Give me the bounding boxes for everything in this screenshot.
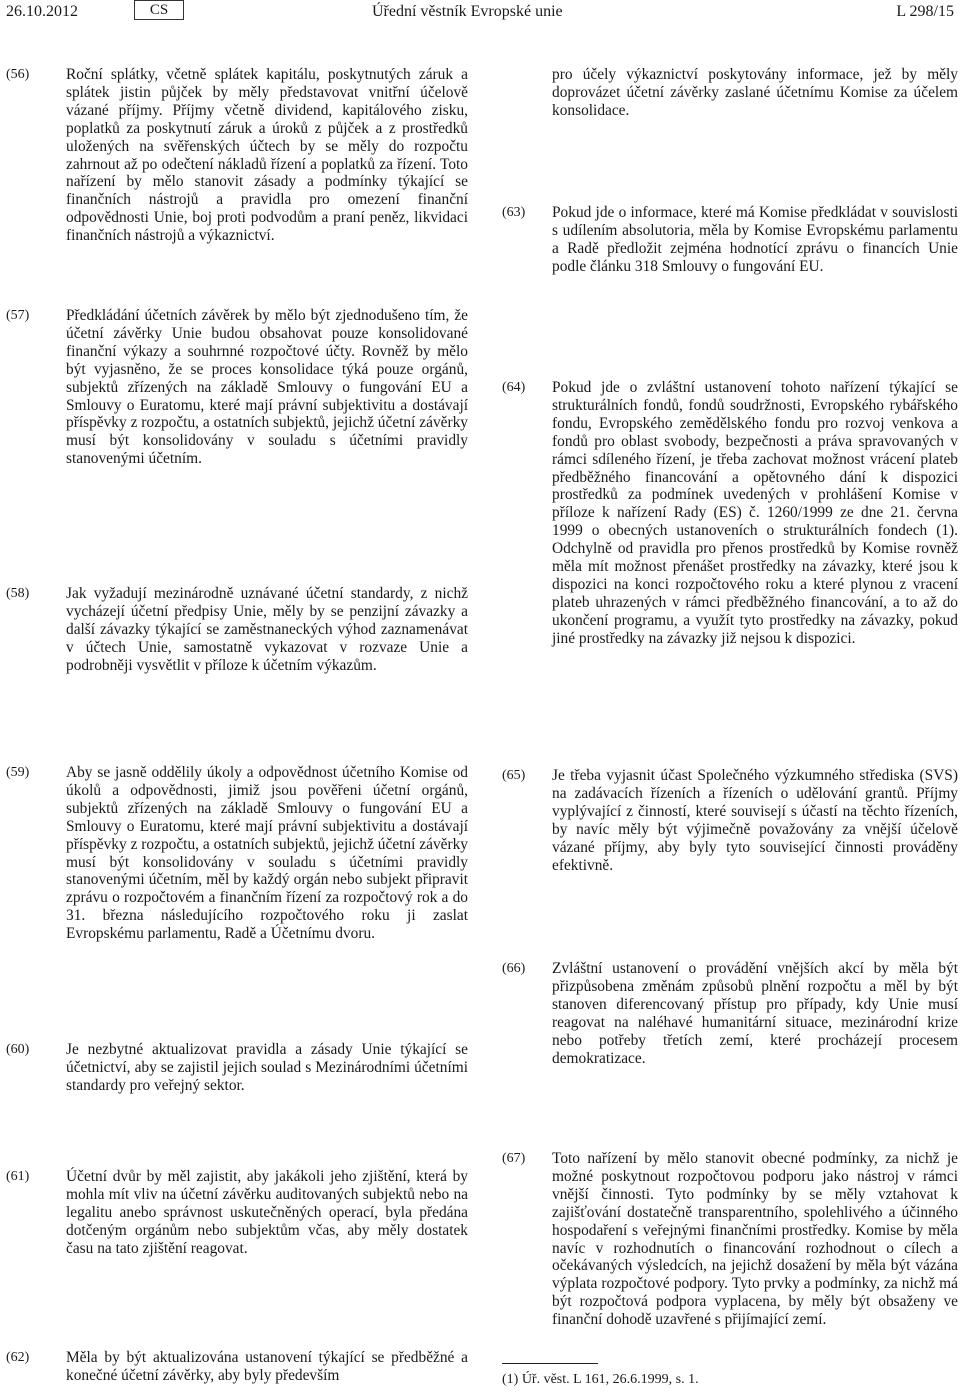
recital-text: Je třeba vyjasnit účast Společného výzkumného střediska (SVS) na zadávacích řízeních a řízeních o udělování grantů. Příjmy vyplývající z činností, které souvisejí s účastí na těchto řízeních, by navíc měly být výjimečně považovány za vnější účelově vázané příjmy, aby byly tyto související činnosti prováděny efektivně. [552, 767, 958, 874]
footnote-divider [502, 1363, 598, 1364]
recital-text: pro účely výkaznictví poskytovány informace, jež by měly doprovázet účetní závěrky zaslané účetnímu Komise za účelem konsolidace. [552, 66, 958, 119]
recital-number: (58) [6, 586, 30, 601]
recital-text: Účetní dvůr by měl zajistit, aby jakákoli jeho zjištění, která by mohla mít vliv na účetní závěrku auditovaných subjektů nebo na legalitu anebo správnost uskutečněných operací, byla předána dotčeným orgánům nebo subjektům včas, aby měly dostatek času na tato zjištění reagovat. [66, 1168, 468, 1257]
recital-text: Jak vyžadují mezinárodně uznávané účetní standardy, z nichž vycházejí účetní předpisy Unie, měly by se penzijní závazky a další závazky týkající se zaměstnaneckých výhod zaznamenávat v účtech Unie, samostatně vykazovat v rozvaze Unie a podrobněji vysvětlit v příloze k účetním výkazům. [66, 585, 468, 674]
page-number: L 298/15 [896, 3, 954, 20]
recital-number: (65) [502, 768, 526, 783]
language-badge: CS [134, 0, 184, 20]
recital-number: (64) [502, 380, 526, 395]
recital-number: (57) [6, 308, 30, 323]
recital-text: Pokud jde o zvláštní ustanovení tohoto nařízení týkající se strukturálních fondů, fondů soudržnosti, Evropského rybářského fondu, Evropského zemědělského fondu pro rozvoj venkova a fondů pro oblast svobody, bezpečnosti a práva spravovaných v rámci sdíleného řízení, je třeba zachovat možnost vrácení plateb předběžného financování a opětovného dání k dispozici prostředků za podmínek uvedených v prohlášení Komise v příloze k nařízení Rady (ES) č. 1260/1999 ze dne 21. června 1999 o obecných ustanoveních o strukturálních fondech (1). Odchylně od pravidla pro přenos prostředků by Komise rovněž měla mít možnost přenášet prostředky na závazky, které jsou k dispozici na konci rozpočtového roku a které plynou z vracení plateb uhrazených v rámci předběžného financování, a to až do ukončení programu, a využít tyto prostředky na závazky, pokud jiné prostředky na závazky již nejsou k dispozici. [552, 379, 958, 647]
recital-number: (59) [6, 765, 30, 780]
recital-text: Roční splátky, včetně splátek kapitálu, poskytnutých záruk a splátek jistin půjček by měly představovat vnitřní účelově vázané příjmy. Příjmy včetně dividend, kapitálového zisku, poplatků za poskytnutí záruk a úroků z půjček a z prostředků uložených na svěřenských účtech by se měly do rozpočtu zahrnout až po odečtení nákladů řízení a poplatků za řízení. Toto nařízení by mělo stanovit zásady a podmínky týkající se finančních nástrojů a pravidla pro omezení finanční odpovědnosti Unie, boj proti podvodům a praní peněz, likvidaci finančních nástrojů a výkaznictví. [66, 66, 468, 245]
recital-text: Pokud jde o informace, které má Komise předkládat v souvislosti s udílením absolutoria, měla by Komise Evropskému parlamentu a Radě předložit zejména hodnotící zprávu o financích Unie podle článku 318 Smlouvy o fungování EU. [552, 204, 958, 275]
recital-number: (61) [6, 1169, 30, 1184]
recital-number: (66) [502, 961, 526, 976]
footnote: (1) Úř. věst. L 161, 26.6.1999, s. 1. [502, 1372, 699, 1387]
recital-number: (63) [502, 205, 526, 220]
journal-title: Úřední věstník Evropské unie [372, 3, 563, 20]
recital-number: (62) [6, 1350, 30, 1365]
recital-number: (60) [6, 1042, 30, 1057]
recital-text: Je nezbytné aktualizovat pravidla a zásady Unie týkající se účetnictví, aby se zajistil jejich soulad s Mezinárodními účetními standardy pro veřejný sektor. [66, 1041, 468, 1094]
publication-date: 26.10.2012 [6, 3, 78, 20]
recital-text: Zvláštní ustanovení o provádění vnějších akcí by měla být přizpůsobena změnám způsobů plnění rozpočtu a měl by být stanoven diferencovaný přístup pro případy, kdy Unie musí reagovat na naléhavé humanitární situace, mezinárodní krize nebo potřeby třetích zemí, které procházejí procesem demokratizace. [552, 960, 958, 1067]
recital-number: (67) [502, 1151, 526, 1166]
recital-text: Měla by být aktualizována ustanovení týkající se předběžné a konečné účetní závěrky, aby byly především [66, 1349, 468, 1384]
recital-text: Toto nařízení by mělo stanovit obecné podmínky, za nichž je možné poskytnout rozpočtovou podporu jako nástroj v rámci vnější činnosti. Tyto podmínky by se měly vztahovat k zajišťování dostatečně transparentního, spolehlivého a účinného hospodaření s veřejnými finančními prostředky. Komise by měla navíc v rozhodnutích o financování rozhodnout o cílech a očekávaných výsledcích, na jejichž dosažení by měla být vázána výplata rozpočtové podpory. Tyto prvky a podmínky, za nichž má být rozpočtová podpora vyplacena, by měly být obsaženy ve finanční dohodě uzavřené s přijímající zemí. [552, 1150, 958, 1329]
recital-text: Aby se jasně oddělily úkoly a odpovědnost účetního Komise od úkolů a odpovědnosti, jimiž jsou pověřeni účetní orgánů, subjektů zřízených na základě Smlouvy o fungování EU a Smlouvy o Euratomu, které mají právní subjektivitu a dostávají příspěvky z rozpočtu, a ostatních subjektů, jejichž účetní závěrky musí být konsolidovány v souladu s účetními pravidly stanovenými účetním, měl by každý orgán nebo subjekt připravit zprávu o rozpočtovém a finančním řízení za rozpočtový rok a do 31. března následujícího rozpočtového roku ji zaslat Evropskému parlamentu, Radě a Účetnímu dvoru. [66, 764, 468, 943]
recital-number: (56) [6, 67, 30, 82]
recital-text: Předkládání účetních závěrek by mělo být zjednodušeno tím, že účetní závěrky Unie budou obsahovat pouze konsolidované finanční výkazy a souhrnné rozpočtové účty. Rovněž by mělo být vyjasněno, že se proces konsolidace týká pouze orgánů, subjektů zřízených na základě Smlouvy o fungování EU a Smlouvy o Euratomu, které mají právní subjektivitu a dostávají příspěvky z rozpočtu, a ostatních subjektů, jejichž účetní závěrky musí být konsolidovány v souladu s účetními pravidly stanovenými účetním. [66, 307, 468, 468]
